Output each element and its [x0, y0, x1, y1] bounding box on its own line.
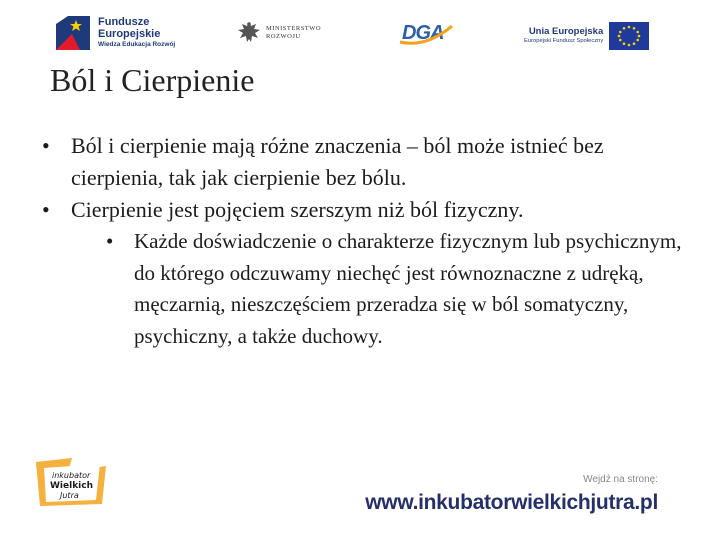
dga-swoosh-icon [398, 18, 454, 48]
bullet-dot: • [42, 133, 50, 158]
dga-text: DGA [402, 22, 444, 44]
sub-bullet-text: Każde doświadczenie o charakterze fizycznym lub psychicznym, do którego odczuwamy niechęć jest równoznaczne z udręką, męczarnią, nieszczęściem przeradza się w ból somatyczny, psychiczny, a także duchowy. [134, 229, 682, 348]
bullet-dot: • [42, 197, 50, 222]
svg-text:Jutra: Jutra [60, 491, 79, 500]
fe-line2: Europejskie [98, 27, 161, 40]
bullet-text: Cierpienie jest pojęciem szerszym niż ból fizyczny. [71, 197, 524, 222]
fe-line1: Fundusze [98, 16, 150, 29]
bullet-item [42, 130, 682, 194]
ministerstwo-rozwoju-logo [236, 20, 321, 46]
eu-line1: Unia Europejska [528, 26, 604, 38]
bullet-item [42, 194, 682, 226]
unia-europejska-logo [524, 22, 649, 50]
eagle-emblem-icon [236, 20, 262, 46]
ministry-line1: MINISTERSTWO [266, 24, 322, 32]
bullet-text: Ból i cierpienie mają różne znaczenia – ból może istnieć bez cierpienia, tak jak cierpienie bez bólu. [71, 133, 604, 190]
svg-text:Wielkich: Wielkich [50, 481, 94, 491]
bullet-dot: • [106, 229, 114, 253]
website-block [365, 474, 658, 515]
eu-line2: Europejski Fundusz Społeczny [524, 38, 604, 45]
fundusze-europejskie-icon [54, 14, 92, 52]
website-link[interactable]: www.inkubatorwielkichjutra.pl [365, 491, 658, 514]
eu-flag-icon [609, 22, 649, 50]
logo-bar [0, 0, 720, 62]
svg-text:inkubator: inkubator [52, 471, 91, 480]
dga-logo [402, 22, 443, 45]
sub-bullet-item [106, 226, 706, 352]
website-label: Wejdź na stronę: [583, 474, 658, 485]
ministry-line2: ROZWOJU [266, 33, 301, 40]
fe-line3: Wiedza Edukacja Rozwój [98, 41, 176, 49]
inkubator-wielkich-jutra-logo [32, 454, 110, 510]
fundusze-europejskie-logo [54, 14, 175, 52]
slide-title: Ból i Cierpienie [50, 62, 255, 98]
